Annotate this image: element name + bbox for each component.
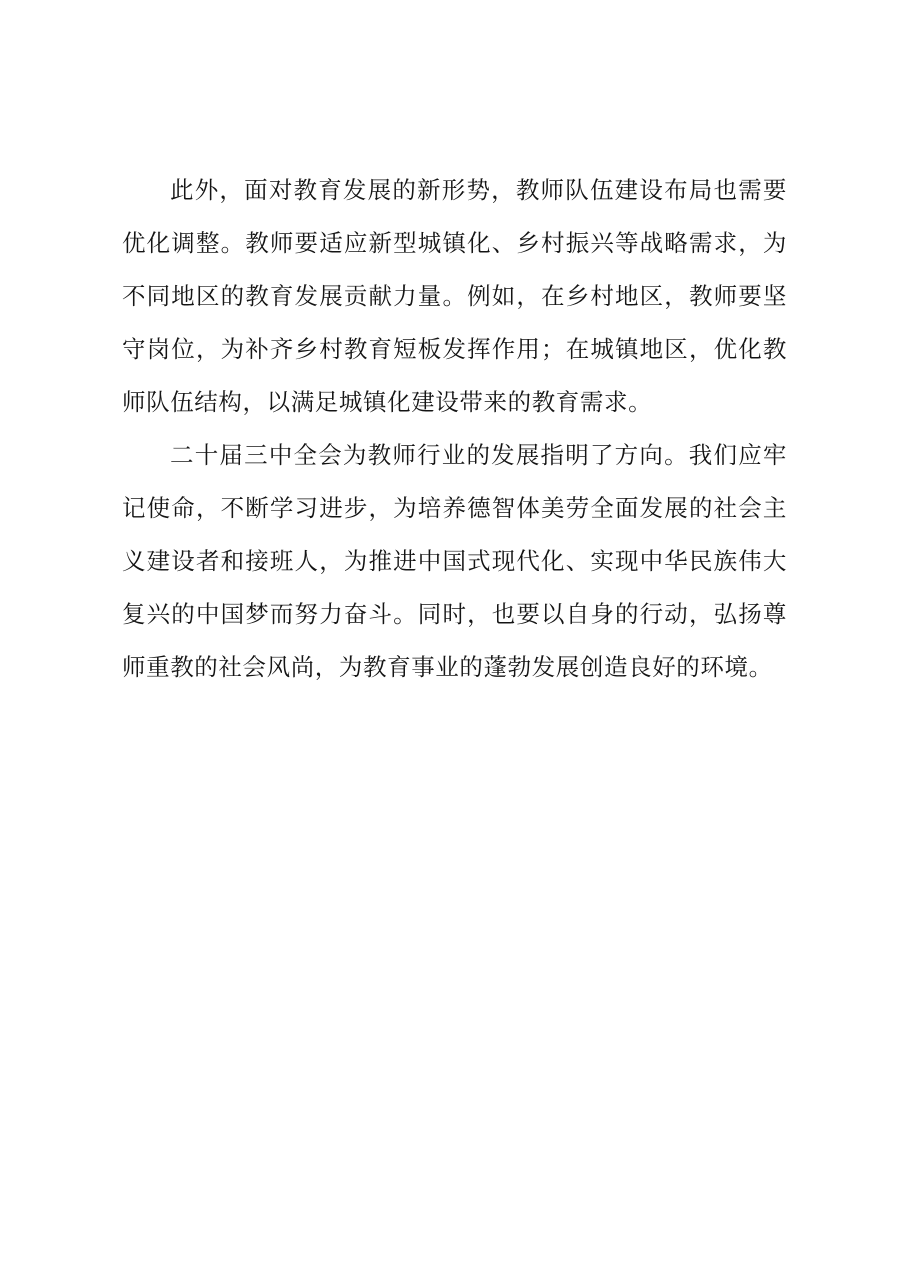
paragraph-third-plenum: 二十届三中全会为教师行业的发展指明了方向。我们应牢记使命，不断学习进步，为培养德智体美劳全面发展的社会主义建设者和接班人，为推进中国式现代化、实现中华民族伟大复兴的中国梦而努力奋斗。同时，也要以自身的行动，弘扬尊师重教的社会风尚，为教育事业的蓬勃发展创造良好的环境。	[122, 441, 787, 681]
paragraph-teacher-layout: 此外，面对教育发展的新形势，教师队伍建设布局也需要优化调整。教师要适应新型城镇化、乡村振兴等战略需求，为不同地区的教育发展贡献力量。例如，在乡村地区，教师要坚守岗位，为补齐乡村教育短板发挥作用；在城镇地区，优化教师队伍结构，以满足城镇化建设带来的教育需求。	[122, 176, 787, 416]
document-body	[122, 164, 787, 694]
